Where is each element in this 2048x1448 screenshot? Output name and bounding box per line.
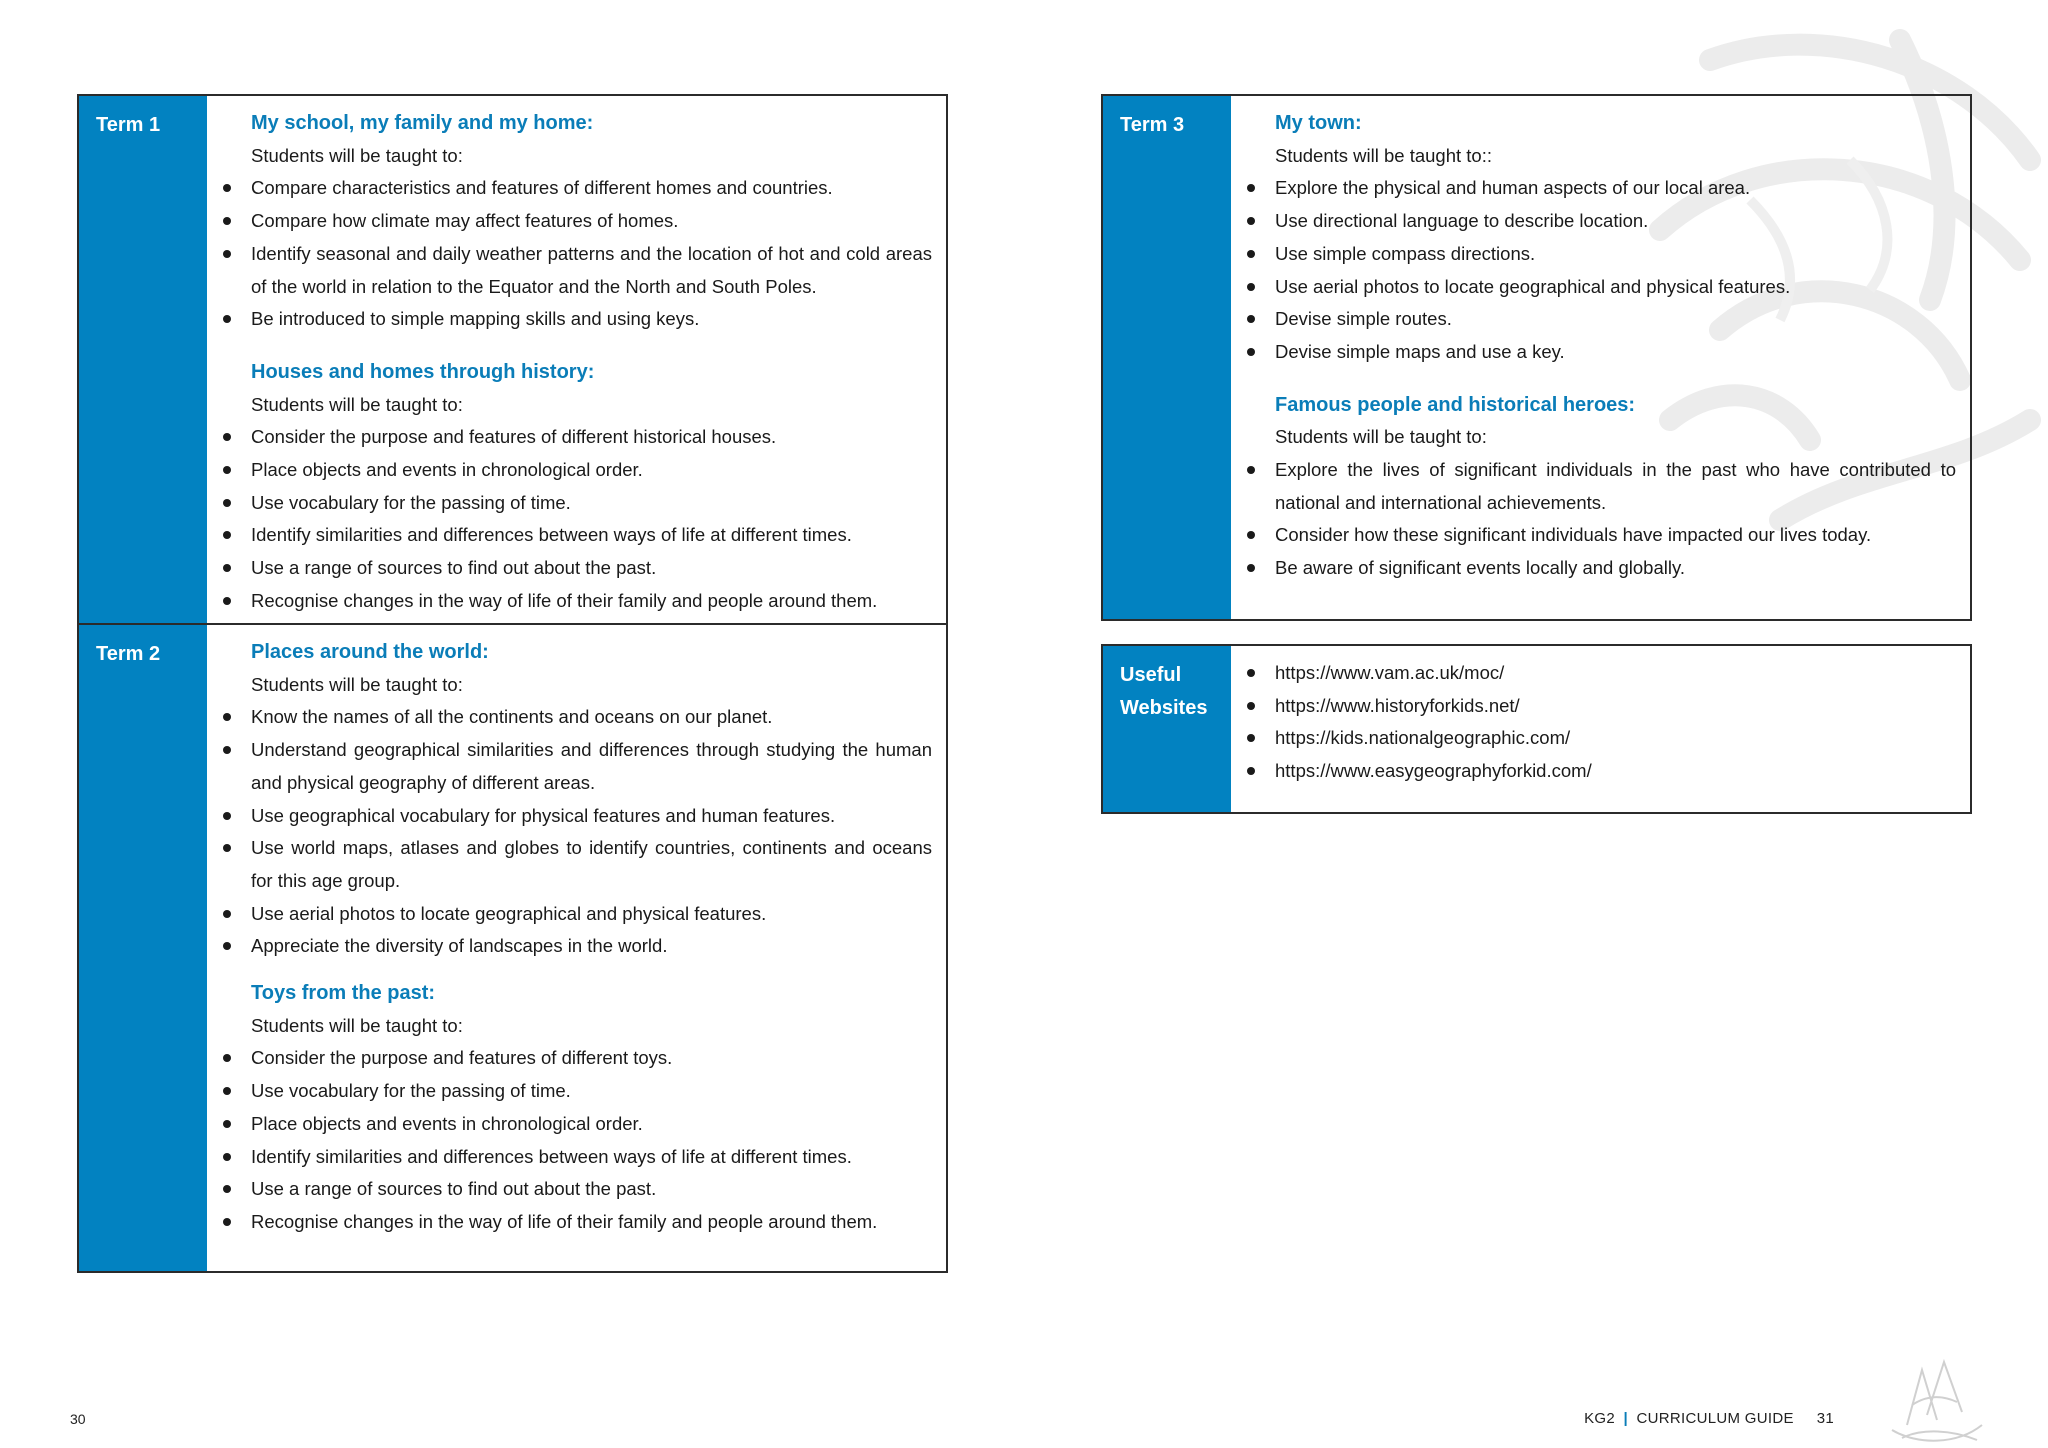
term-3-label: Term 3 xyxy=(1103,96,1231,619)
footer-separator: | xyxy=(1623,1410,1628,1427)
section-intro: Students will be taught to: xyxy=(251,1014,463,1036)
useful-websites-table xyxy=(1101,644,1972,814)
list-item: Use vocabulary for the passing of time. xyxy=(221,487,932,520)
section-intro: Students will be taught to: xyxy=(251,673,463,695)
left-page-number: 30 xyxy=(70,1411,86,1427)
list-item: Use aerial photos to locate geographical and physical features. xyxy=(221,898,932,931)
websites-label-line-1: Useful xyxy=(1120,664,1182,686)
list-item: Be aware of significant events locally and globally. xyxy=(1245,552,1956,585)
bullet-list xyxy=(221,172,932,336)
website-link-list xyxy=(1245,657,1956,788)
list-item: Use simple compass directions. xyxy=(1245,238,1956,271)
list-item: Explore the lives of significant individuals in the past who have contributed to national and international achievements. xyxy=(1245,454,1956,519)
list-item: Use vocabulary for the passing of time. xyxy=(221,1075,932,1108)
list-item: Use directional language to describe location. xyxy=(1245,205,1956,238)
right-page-number: 31 xyxy=(1816,1410,1834,1427)
list-item: Understand geographical similarities and differences through studying the human and physical geography of different areas. xyxy=(221,734,932,799)
section-heading: Places around the world: xyxy=(251,641,489,663)
list-item: Place objects and events in chronological order. xyxy=(221,454,932,487)
website-link[interactable]: https://www.easygeographyforkid.com/ xyxy=(1245,755,1956,788)
website-link[interactable]: https://www.historyforkids.net/ xyxy=(1245,690,1956,723)
list-item: Recognise changes in the way of life of their family and people around them. xyxy=(221,585,932,618)
section-heading: My town: xyxy=(1275,112,1362,134)
list-item: Consider how these significant individuals have impacted our lives today. xyxy=(1245,519,1956,552)
bullet-list xyxy=(1245,172,1956,368)
term-3-content xyxy=(1231,96,1970,619)
list-item: Devise simple routes. xyxy=(1245,303,1956,336)
footer-title: CURRICULUM GUIDE xyxy=(1636,1410,1794,1427)
term-2-row xyxy=(79,623,946,1271)
list-item: Use a range of sources to find out about the past. xyxy=(221,1173,932,1206)
list-item: Devise simple maps and use a key. xyxy=(1245,336,1956,369)
bullet-list xyxy=(221,421,932,617)
list-item: Place objects and events in chronological order. xyxy=(221,1108,932,1141)
ship-logo-small xyxy=(1882,1350,1992,1448)
footer-grade: KG2 xyxy=(1584,1410,1616,1427)
section-intro: Students will be taught to: xyxy=(251,393,463,415)
list-item: Compare characteristics and features of different homes and countries. xyxy=(221,172,932,205)
websites-label-line-2: Websites xyxy=(1120,697,1208,719)
list-item: Compare how climate may affect features of homes. xyxy=(221,205,932,238)
websites-row xyxy=(1103,646,1970,812)
bullet-list xyxy=(221,1042,932,1238)
list-item: Consider the purpose and features of different historical houses. xyxy=(221,421,932,454)
left-terms-table xyxy=(77,94,948,1273)
list-item: Recognise changes in the way of life of their family and people around them. xyxy=(221,1206,932,1239)
website-link[interactable]: https://kids.nationalgeographic.com/ xyxy=(1245,722,1956,755)
term-1-content xyxy=(207,96,946,623)
list-item: Explore the physical and human aspects of our local area. xyxy=(1245,172,1956,205)
list-item: Identify similarities and differences between ways of life at different times. xyxy=(221,519,932,552)
section-intro: Students will be taught to:: xyxy=(1275,144,1492,166)
term-3-row xyxy=(1103,96,1970,619)
section-heading: Houses and homes through history: xyxy=(251,360,595,383)
section-heading: Toys from the past: xyxy=(251,982,436,1005)
term-1-label: Term 1 xyxy=(79,96,207,623)
term-2-label: Term 2 xyxy=(79,625,207,1271)
right-page-footer xyxy=(1584,1410,1834,1427)
term-2-content xyxy=(207,625,946,1271)
bullet-list xyxy=(1245,454,1956,585)
websites-label xyxy=(1103,646,1231,812)
list-item: Use geographical vocabulary for physical features and human features. xyxy=(221,800,932,833)
section-intro: Students will be taught to: xyxy=(251,144,463,166)
list-item: Consider the purpose and features of different toys. xyxy=(221,1042,932,1075)
websites-content xyxy=(1231,646,1970,812)
term-1-row xyxy=(79,96,946,623)
section-heading: Famous people and historical heroes: xyxy=(1275,393,1636,416)
list-item: Use aerial photos to locate geographical and physical features. xyxy=(1245,271,1956,304)
section-intro: Students will be taught to: xyxy=(1275,426,1487,448)
list-item: Be introduced to simple mapping skills and using keys. xyxy=(221,303,932,336)
website-link[interactable]: https://www.vam.ac.uk/moc/ xyxy=(1245,657,1956,690)
list-item: Appreciate the diversity of landscapes in the world. xyxy=(221,930,932,963)
list-item: Know the names of all the continents and oceans on our planet. xyxy=(221,701,932,734)
section-heading: My school, my family and my home: xyxy=(251,112,594,134)
list-item: Identify similarities and differences between ways of life at different times. xyxy=(221,1141,932,1174)
list-item: Use world maps, atlases and globes to identify countries, continents and oceans for this age group. xyxy=(221,832,932,897)
list-item: Identify seasonal and daily weather patterns and the location of hot and cold areas of the world in relation to the Equator and the North and South Poles. xyxy=(221,238,932,303)
list-item: Use a range of sources to find out about the past. xyxy=(221,552,932,585)
term-3-table xyxy=(1101,94,1972,621)
bullet-list xyxy=(221,701,932,963)
